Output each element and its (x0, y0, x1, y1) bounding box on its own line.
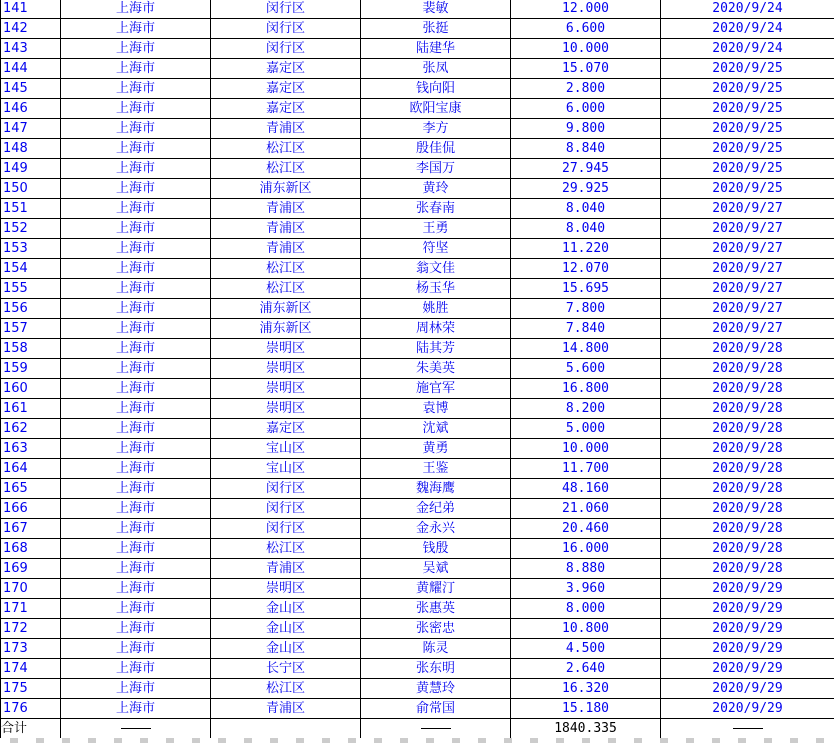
row-date[interactable]: 2020/9/27 (661, 279, 834, 299)
row-date[interactable]: 2020/9/28 (661, 399, 834, 419)
row-name[interactable]: 李方 (361, 119, 511, 139)
row-district[interactable]: 青浦区 (211, 559, 361, 579)
row-amount[interactable]: 8.200 (511, 399, 661, 419)
row-date[interactable]: 2020/9/28 (661, 539, 834, 559)
row-amount[interactable]: 3.960 (511, 579, 661, 599)
row-index[interactable]: 169 (1, 559, 61, 579)
table-row (1, 99, 834, 119)
row-name[interactable]: 王鉴 (361, 459, 511, 479)
row-amount[interactable]: 21.060 (511, 499, 661, 519)
row-district[interactable]: 崇明区 (211, 359, 361, 379)
row-amount[interactable]: 27.945 (511, 159, 661, 179)
row-name[interactable]: 李国万 (361, 159, 511, 179)
row-index[interactable]: 148 (1, 139, 61, 159)
table-row (1, 39, 834, 59)
row-district[interactable]: 青浦区 (211, 219, 361, 239)
row-amount[interactable]: 15.180 (511, 699, 661, 719)
row-amount[interactable]: 29.925 (511, 179, 661, 199)
row-index[interactable]: 149 (1, 159, 61, 179)
row-city[interactable]: 上海市 (61, 159, 211, 179)
row-name[interactable]: 朱美英 (361, 359, 511, 379)
row-amount[interactable]: 11.700 (511, 459, 661, 479)
row-amount[interactable]: 12.070 (511, 259, 661, 279)
row-index[interactable]: 152 (1, 219, 61, 239)
row-name[interactable]: 陆其芳 (361, 339, 511, 359)
row-index[interactable]: 170 (1, 579, 61, 599)
row-index[interactable]: 167 (1, 519, 61, 539)
row-date[interactable]: 2020/9/28 (661, 519, 834, 539)
row-district[interactable]: 闵行区 (211, 0, 361, 19)
row-amount[interactable]: 8.040 (511, 219, 661, 239)
row-city[interactable]: 上海市 (61, 239, 211, 259)
row-name[interactable]: 钱殷 (361, 539, 511, 559)
row-date[interactable]: 2020/9/25 (661, 119, 834, 139)
row-name[interactable]: 杨玉华 (361, 279, 511, 299)
row-district[interactable]: 青浦区 (211, 119, 361, 139)
row-date[interactable]: 2020/9/25 (661, 59, 834, 79)
row-name[interactable]: 吴斌 (361, 559, 511, 579)
table-row (1, 419, 834, 439)
row-date[interactable]: 2020/9/28 (661, 419, 834, 439)
table-row (1, 139, 834, 159)
row-date[interactable]: 2020/9/29 (661, 659, 834, 679)
row-name[interactable]: 王勇 (361, 219, 511, 239)
row-name[interactable]: 沈斌 (361, 419, 511, 439)
row-index[interactable]: 173 (1, 639, 61, 659)
row-district[interactable]: 崇明区 (211, 379, 361, 399)
row-date[interactable]: 2020/9/24 (661, 39, 834, 59)
row-name[interactable]: 张惠英 (361, 599, 511, 619)
row-district[interactable]: 宝山区 (211, 459, 361, 479)
row-date[interactable]: 2020/9/25 (661, 179, 834, 199)
row-date[interactable]: 2020/9/24 (661, 0, 834, 19)
row-amount[interactable]: 12.000 (511, 0, 661, 19)
row-index[interactable]: 145 (1, 79, 61, 99)
row-name[interactable]: 黄玲 (361, 179, 511, 199)
row-district[interactable]: 青浦区 (211, 699, 361, 719)
row-date[interactable]: 2020/9/27 (661, 219, 834, 239)
row-name[interactable]: 黄慧玲 (361, 679, 511, 699)
row-amount[interactable]: 16.000 (511, 539, 661, 559)
table-row (1, 599, 834, 619)
row-amount[interactable]: 8.040 (511, 199, 661, 219)
table-row (1, 199, 834, 219)
row-city[interactable]: 上海市 (61, 119, 211, 139)
total-city-dash[interactable] (61, 719, 211, 739)
row-city[interactable]: 上海市 (61, 399, 211, 419)
row-city[interactable]: 上海市 (61, 579, 211, 599)
row-name[interactable]: 金纪弟 (361, 499, 511, 519)
row-city[interactable]: 上海市 (61, 359, 211, 379)
table-row (1, 299, 834, 319)
row-district[interactable]: 浦东新区 (211, 299, 361, 319)
row-date[interactable]: 2020/9/28 (661, 479, 834, 499)
table-row (1, 539, 834, 559)
row-index[interactable]: 175 (1, 679, 61, 699)
table-row (1, 119, 834, 139)
row-city[interactable]: 上海市 (61, 479, 211, 499)
table-row (1, 519, 834, 539)
row-city[interactable]: 上海市 (61, 539, 211, 559)
row-district[interactable]: 嘉定区 (211, 79, 361, 99)
row-index[interactable]: 142 (1, 19, 61, 39)
row-index[interactable]: 162 (1, 419, 61, 439)
row-city[interactable]: 上海市 (61, 459, 211, 479)
table-row (1, 439, 834, 459)
row-district[interactable]: 金山区 (211, 599, 361, 619)
row-city[interactable]: 上海市 (61, 179, 211, 199)
table-row (1, 219, 834, 239)
row-amount[interactable]: 14.800 (511, 339, 661, 359)
row-name[interactable]: 张密忠 (361, 619, 511, 639)
row-date[interactable]: 2020/9/25 (661, 99, 834, 119)
row-amount[interactable]: 7.840 (511, 319, 661, 339)
row-city[interactable]: 上海市 (61, 499, 211, 519)
row-index[interactable]: 168 (1, 539, 61, 559)
row-index[interactable]: 161 (1, 399, 61, 419)
row-amount[interactable]: 15.695 (511, 279, 661, 299)
row-name[interactable]: 翁文佳 (361, 259, 511, 279)
row-city[interactable]: 上海市 (61, 559, 211, 579)
row-name[interactable]: 钱向阳 (361, 79, 511, 99)
row-amount[interactable]: 11.220 (511, 239, 661, 259)
row-date[interactable]: 2020/9/29 (661, 639, 834, 659)
row-district[interactable]: 松江区 (211, 679, 361, 699)
row-city[interactable]: 上海市 (61, 319, 211, 339)
total-label[interactable]: 合计 (1, 719, 61, 739)
row-district[interactable]: 浦东新区 (211, 319, 361, 339)
row-index[interactable]: 151 (1, 199, 61, 219)
row-date[interactable]: 2020/9/28 (661, 339, 834, 359)
table-row (1, 399, 834, 419)
table-row (1, 639, 834, 659)
row-index[interactable]: 141 (1, 0, 61, 19)
table-row (1, 659, 834, 679)
row-name[interactable]: 陆建华 (361, 39, 511, 59)
table-row (1, 559, 834, 579)
row-date[interactable]: 2020/9/28 (661, 439, 834, 459)
row-index[interactable]: 176 (1, 699, 61, 719)
row-district[interactable]: 嘉定区 (211, 99, 361, 119)
row-amount[interactable]: 15.070 (511, 59, 661, 79)
row-date[interactable]: 2020/9/29 (661, 619, 834, 639)
row-date[interactable]: 2020/9/27 (661, 299, 834, 319)
row-name[interactable]: 姚胜 (361, 299, 511, 319)
row-city[interactable]: 上海市 (61, 279, 211, 299)
total-name-dash[interactable] (361, 719, 511, 739)
row-city[interactable]: 上海市 (61, 599, 211, 619)
table-row (1, 59, 834, 79)
row-amount[interactable]: 8.000 (511, 599, 661, 619)
table-row (1, 0, 834, 19)
row-city[interactable]: 上海市 (61, 39, 211, 59)
row-district[interactable]: 长宁区 (211, 659, 361, 679)
row-date[interactable]: 2020/9/25 (661, 139, 834, 159)
total-amount[interactable]: 1840.335 (511, 719, 661, 739)
row-district[interactable]: 青浦区 (211, 239, 361, 259)
row-date[interactable]: 2020/9/28 (661, 379, 834, 399)
table-row (1, 239, 834, 259)
row-city[interactable]: 上海市 (61, 99, 211, 119)
row-index[interactable]: 163 (1, 439, 61, 459)
row-city[interactable]: 上海市 (61, 699, 211, 719)
row-district[interactable]: 闵行区 (211, 499, 361, 519)
row-date[interactable]: 2020/9/29 (661, 699, 834, 719)
row-city[interactable]: 上海市 (61, 519, 211, 539)
row-date[interactable]: 2020/9/28 (661, 559, 834, 579)
table-row (1, 679, 834, 699)
row-amount[interactable]: 8.840 (511, 139, 661, 159)
row-district[interactable]: 松江区 (211, 159, 361, 179)
row-amount[interactable]: 6.000 (511, 99, 661, 119)
row-city[interactable]: 上海市 (61, 419, 211, 439)
row-name[interactable]: 张凤 (361, 59, 511, 79)
row-date[interactable]: 2020/9/28 (661, 459, 834, 479)
row-date[interactable]: 2020/9/25 (661, 159, 834, 179)
table-row (1, 259, 834, 279)
row-city[interactable]: 上海市 (61, 659, 211, 679)
row-amount[interactable]: 10.000 (511, 39, 661, 59)
row-index[interactable]: 147 (1, 119, 61, 139)
row-name[interactable]: 殷佳侃 (361, 139, 511, 159)
row-city[interactable]: 上海市 (61, 439, 211, 459)
row-amount[interactable]: 5.600 (511, 359, 661, 379)
row-city[interactable]: 上海市 (61, 219, 211, 239)
row-city[interactable]: 上海市 (61, 199, 211, 219)
row-amount[interactable]: 16.320 (511, 679, 661, 699)
total-date-dash[interactable] (661, 719, 834, 739)
row-district[interactable]: 闵行区 (211, 19, 361, 39)
row-index[interactable]: 165 (1, 479, 61, 499)
row-index[interactable]: 171 (1, 599, 61, 619)
row-date[interactable]: 2020/9/29 (661, 599, 834, 619)
row-district[interactable]: 金山区 (211, 619, 361, 639)
row-name[interactable]: 欧阳宝康 (361, 99, 511, 119)
total-district-empty[interactable] (211, 719, 361, 739)
row-index[interactable]: 153 (1, 239, 61, 259)
table-row (1, 79, 834, 99)
row-name[interactable]: 张东明 (361, 659, 511, 679)
row-name[interactable]: 金永兴 (361, 519, 511, 539)
table-row (1, 579, 834, 599)
table-row (1, 179, 834, 199)
row-amount[interactable]: 2.800 (511, 79, 661, 99)
row-amount[interactable]: 8.880 (511, 559, 661, 579)
row-name[interactable]: 魏海鹰 (361, 479, 511, 499)
row-district[interactable]: 浦东新区 (211, 179, 361, 199)
table-row (1, 279, 834, 299)
table-body (1, 0, 834, 719)
table-row (1, 459, 834, 479)
row-date[interactable]: 2020/9/29 (661, 679, 834, 699)
row-city[interactable]: 上海市 (61, 299, 211, 319)
row-index[interactable]: 159 (1, 359, 61, 379)
row-city[interactable]: 上海市 (61, 339, 211, 359)
row-name[interactable]: 俞常国 (361, 699, 511, 719)
row-district[interactable]: 松江区 (211, 539, 361, 559)
row-amount[interactable]: 20.460 (511, 519, 661, 539)
table-row (1, 699, 834, 719)
row-index[interactable]: 144 (1, 59, 61, 79)
row-district[interactable]: 青浦区 (211, 199, 361, 219)
total-row (1, 719, 834, 739)
row-amount[interactable]: 2.640 (511, 659, 661, 679)
row-amount[interactable]: 5.000 (511, 419, 661, 439)
row-date[interactable]: 2020/9/28 (661, 499, 834, 519)
table-row (1, 479, 834, 499)
row-city[interactable]: 上海市 (61, 19, 211, 39)
row-index[interactable]: 172 (1, 619, 61, 639)
row-index[interactable]: 166 (1, 499, 61, 519)
row-city[interactable]: 上海市 (61, 259, 211, 279)
row-district[interactable]: 金山区 (211, 639, 361, 659)
row-district[interactable]: 闵行区 (211, 479, 361, 499)
row-city[interactable]: 上海市 (61, 379, 211, 399)
row-city[interactable]: 上海市 (61, 0, 211, 19)
row-amount[interactable]: 10.000 (511, 439, 661, 459)
row-name[interactable]: 黄耀汀 (361, 579, 511, 599)
row-district[interactable]: 松江区 (211, 279, 361, 299)
table-row (1, 339, 834, 359)
table-row (1, 359, 834, 379)
table-row (1, 499, 834, 519)
row-city[interactable]: 上海市 (61, 79, 211, 99)
table-row (1, 379, 834, 399)
row-city[interactable]: 上海市 (61, 679, 211, 699)
row-index[interactable]: 174 (1, 659, 61, 679)
table-row (1, 19, 834, 39)
row-district[interactable]: 嘉定区 (211, 419, 361, 439)
row-amount[interactable]: 4.500 (511, 639, 661, 659)
row-date[interactable]: 2020/9/28 (661, 359, 834, 379)
row-name[interactable]: 裴敏 (361, 0, 511, 19)
row-date[interactable]: 2020/9/27 (661, 259, 834, 279)
row-date[interactable]: 2020/9/27 (661, 239, 834, 259)
row-amount[interactable]: 16.800 (511, 379, 661, 399)
row-amount[interactable]: 6.600 (511, 19, 661, 39)
row-index[interactable]: 155 (1, 279, 61, 299)
table-row (1, 619, 834, 639)
row-amount[interactable]: 10.800 (511, 619, 661, 639)
row-amount[interactable]: 48.160 (511, 479, 661, 499)
row-name[interactable]: 张挺 (361, 19, 511, 39)
row-date[interactable]: 2020/9/25 (661, 79, 834, 99)
row-date[interactable]: 2020/9/27 (661, 199, 834, 219)
row-district[interactable]: 崇明区 (211, 399, 361, 419)
row-city[interactable]: 上海市 (61, 639, 211, 659)
row-index[interactable]: 146 (1, 99, 61, 119)
row-date[interactable]: 2020/9/29 (661, 579, 834, 599)
row-name[interactable]: 陈灵 (361, 639, 511, 659)
row-amount[interactable]: 9.800 (511, 119, 661, 139)
row-index[interactable]: 143 (1, 39, 61, 59)
row-index[interactable]: 158 (1, 339, 61, 359)
row-name[interactable]: 施官军 (361, 379, 511, 399)
row-city[interactable]: 上海市 (61, 139, 211, 159)
row-city[interactable]: 上海市 (61, 619, 211, 639)
row-date[interactable]: 2020/9/27 (661, 319, 834, 339)
row-district[interactable]: 宝山区 (211, 439, 361, 459)
row-index[interactable]: 160 (1, 379, 61, 399)
table-row (1, 159, 834, 179)
table-row (1, 319, 834, 339)
row-name[interactable]: 袁博 (361, 399, 511, 419)
row-name[interactable]: 周林荣 (361, 319, 511, 339)
row-district[interactable]: 闵行区 (211, 519, 361, 539)
row-district[interactable]: 嘉定区 (211, 59, 361, 79)
row-date[interactable]: 2020/9/24 (661, 19, 834, 39)
row-city[interactable]: 上海市 (61, 59, 211, 79)
row-district[interactable]: 崇明区 (211, 579, 361, 599)
row-district[interactable]: 松江区 (211, 139, 361, 159)
row-name[interactable]: 黄勇 (361, 439, 511, 459)
row-index[interactable]: 157 (1, 319, 61, 339)
row-amount[interactable]: 7.800 (511, 299, 661, 319)
row-district[interactable]: 闵行区 (211, 39, 361, 59)
row-district[interactable]: 崇明区 (211, 339, 361, 359)
row-district[interactable]: 松江区 (211, 259, 361, 279)
next-row-fragment (0, 738, 834, 743)
row-name[interactable]: 符坚 (361, 239, 511, 259)
row-index[interactable]: 150 (1, 179, 61, 199)
row-index[interactable]: 156 (1, 299, 61, 319)
row-index[interactable]: 164 (1, 459, 61, 479)
row-index[interactable]: 154 (1, 259, 61, 279)
row-name[interactable]: 张春南 (361, 199, 511, 219)
